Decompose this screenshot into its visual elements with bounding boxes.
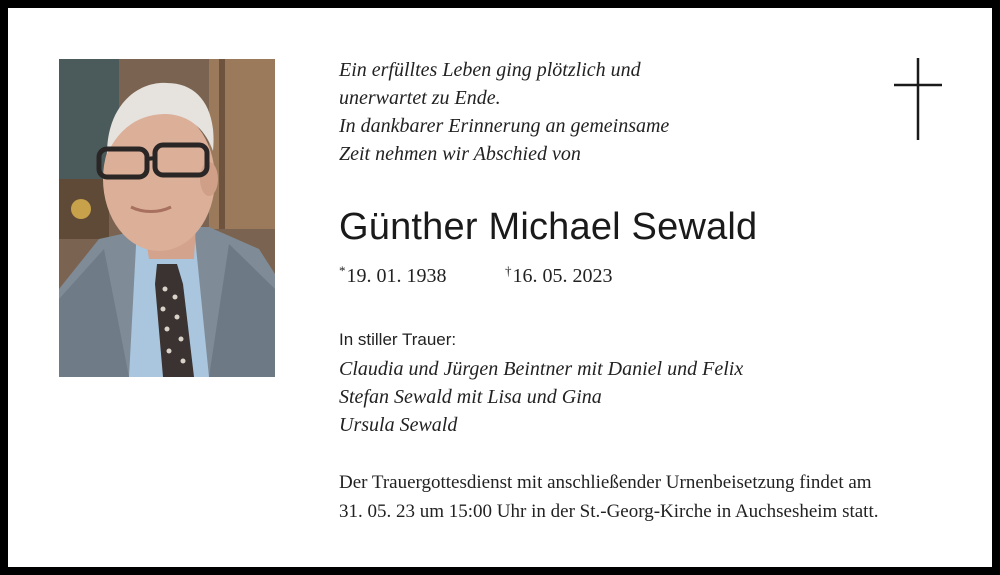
birth-date-value: 19. 01. 1938 bbox=[346, 265, 447, 287]
birth-date bbox=[339, 263, 447, 288]
mourner-line: Claudia und Jürgen Beintner mit Daniel und Felix bbox=[339, 358, 744, 380]
mourner-line: Ursula Sewald bbox=[339, 414, 458, 436]
intro-line: Ein erfülltes Leben ging plötzlich und bbox=[339, 59, 641, 81]
obituary-card bbox=[8, 8, 992, 567]
mourners-list bbox=[339, 355, 743, 439]
intro-line: Zeit nehmen wir Abschied von bbox=[339, 143, 581, 165]
deceased-name: Günther Michael Sewald bbox=[339, 206, 758, 248]
service-line: Der Trauergottesdienst mit anschließender Urnenbeisetzung findet am bbox=[339, 472, 872, 493]
death-symbol: † bbox=[505, 263, 512, 278]
intro-text bbox=[339, 56, 759, 168]
cross-icon bbox=[894, 58, 942, 140]
death-date-value: 16. 05. 2023 bbox=[512, 265, 613, 287]
service-announcement bbox=[339, 468, 959, 526]
portrait-photo bbox=[59, 59, 275, 377]
service-line: 31. 05. 23 um 15:00 Uhr in der St.-Georg-Kirche in Auchsesheim statt. bbox=[339, 501, 879, 522]
birth-symbol: * bbox=[339, 263, 346, 278]
portrait-illustration bbox=[59, 59, 275, 377]
death-date bbox=[505, 263, 613, 288]
intro-line: unerwartet zu Ende. bbox=[339, 87, 501, 109]
mourner-line: Stefan Sewald mit Lisa und Gina bbox=[339, 386, 602, 408]
mourners-heading: In stiller Trauer: bbox=[339, 330, 457, 349]
intro-line: In dankbarer Erinnerung an gemeinsame bbox=[339, 115, 670, 137]
